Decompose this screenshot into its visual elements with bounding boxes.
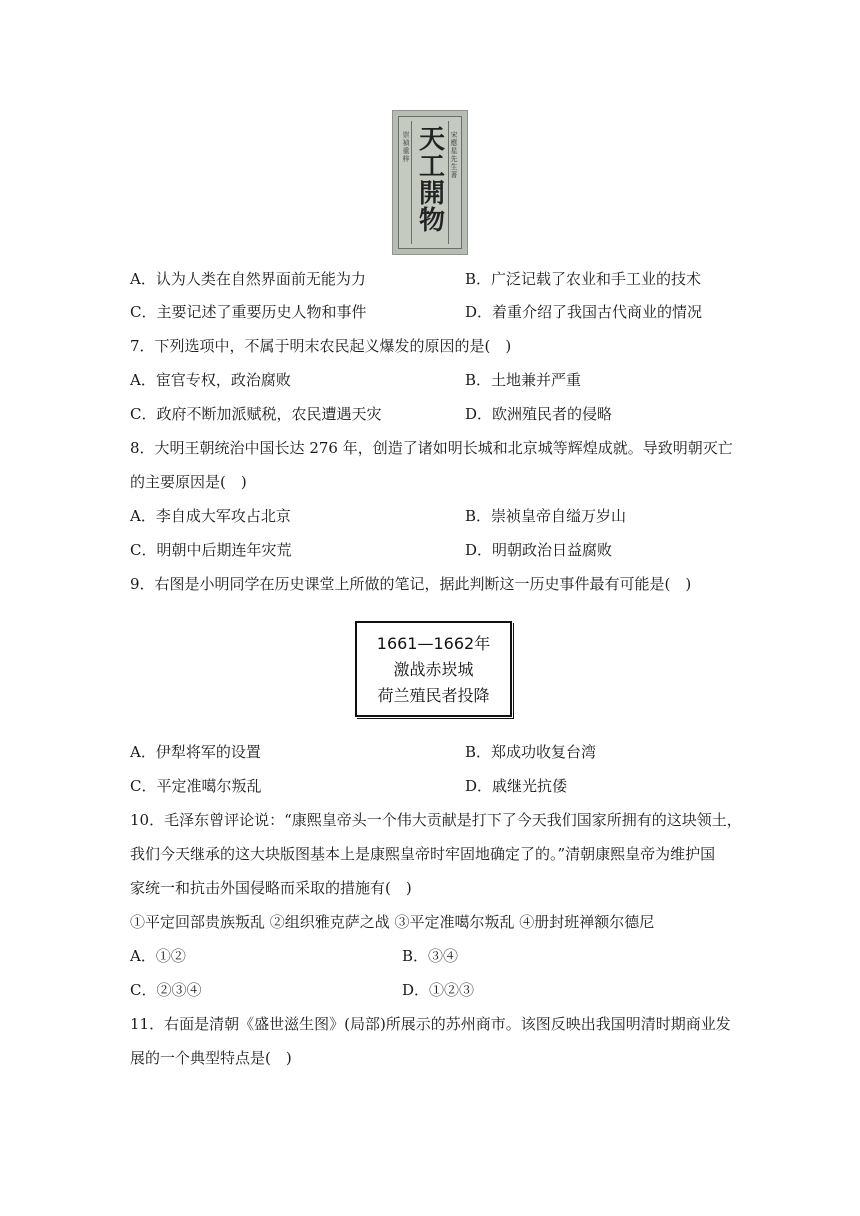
note-line-1: 1661—1662年 bbox=[376, 634, 491, 653]
q9-option-c: C．平定准噶尔叛乱 bbox=[130, 777, 262, 795]
cover-right-text: 宋應星先生著 bbox=[450, 131, 458, 179]
q6-option-c: C．主要记述了重要历史人物和事件 bbox=[130, 303, 367, 321]
q10-stem-line2: 我们今天继承的这大块版图基本上是康熙皇帝时牢固地确定了的。”清朝康熙皇帝为维护国 bbox=[130, 845, 716, 863]
note-line-3: 荷兰殖民者投降 bbox=[377, 686, 490, 705]
q11-stem-line2: 展的一个典型特点是( ) bbox=[130, 1049, 292, 1067]
q6-option-d: D．着重介绍了我国古代商业的情况 bbox=[465, 303, 703, 321]
q7-stem: 7．下列选项中，不属于明末农民起义爆发的原因的是( ) bbox=[130, 337, 512, 355]
q8-option-b: B．崇祯皇帝自缢万岁山 bbox=[465, 507, 627, 525]
cover-title: 天工開物 bbox=[418, 125, 445, 236]
q10-option-a: A．①② bbox=[130, 947, 186, 965]
q8-option-c: C．明朝中后期连年灾荒 bbox=[130, 541, 292, 559]
q9-option-d: D．戚继光抗倭 bbox=[465, 777, 568, 795]
q7-option-c: C．政府不断加派赋税，农民遭遇天灾 bbox=[130, 405, 382, 423]
q6-option-b: B．广泛记载了农业和手工业的技术 bbox=[465, 270, 702, 288]
q10-stem-line3: 家统一和抗击外国侵略而采取的措施有( ) bbox=[130, 879, 412, 897]
tiangong-kaiwu-cover-image bbox=[392, 110, 468, 255]
q7-option-b: B．土地兼并严重 bbox=[465, 371, 582, 389]
q9-option-a: A．伊犁将军的设置 bbox=[130, 743, 261, 761]
q9-option-b: B．郑成功收复台湾 bbox=[465, 743, 597, 761]
q6-option-a: A．认为人类在自然界面前无能为力 bbox=[130, 270, 366, 288]
q9-note-image bbox=[355, 621, 512, 717]
q8-option-d: D．明朝政治日益腐败 bbox=[465, 541, 613, 559]
q7-option-d: D．欧洲殖民者的侵略 bbox=[465, 405, 613, 423]
q8-stem-line2: 的主要原因是( ) bbox=[130, 473, 247, 491]
q10-option-b: B．③④ bbox=[402, 947, 459, 965]
q11-stem-line1: 11．右面是清朝《盛世滋生图》(局部)所展示的苏州商市。该图反映出我国明清时期商业发 bbox=[130, 1015, 731, 1033]
cover-divider-left bbox=[411, 121, 412, 244]
q9-stem: 9．右图是小明同学在历史课堂上所做的笔记，据此判断这一历史事件最有可能是( ) bbox=[130, 575, 692, 593]
q10-option-c: C．②③④ bbox=[130, 981, 202, 999]
q10-stem-line1: 10．毛泽东曾评论说：“康熙皇帝头一个伟大贡献是打下了今天我们国家所拥有的这块领土， bbox=[130, 811, 742, 829]
cover-left-text: 崇禎重梓 bbox=[402, 131, 410, 163]
note-line-2: 激战赤崁城 bbox=[393, 660, 474, 679]
q10-items: ①平定回部贵族叛乱 ②组织雅克萨之战 ③平定准噶尔叛乱 ④册封班禅额尔德尼 bbox=[130, 913, 655, 931]
q10-option-d: D．①②③ bbox=[402, 981, 475, 999]
q8-stem-line1: 8．大明王朝统治中国长达 276 年，创造了诸如明长城和北京城等辉煌成就。导致明朝灭亡 bbox=[130, 439, 733, 457]
q7-option-a: A．宦官专权，政治腐败 bbox=[130, 371, 291, 389]
q8-option-a: A．李自成大军攻占北京 bbox=[130, 507, 291, 525]
